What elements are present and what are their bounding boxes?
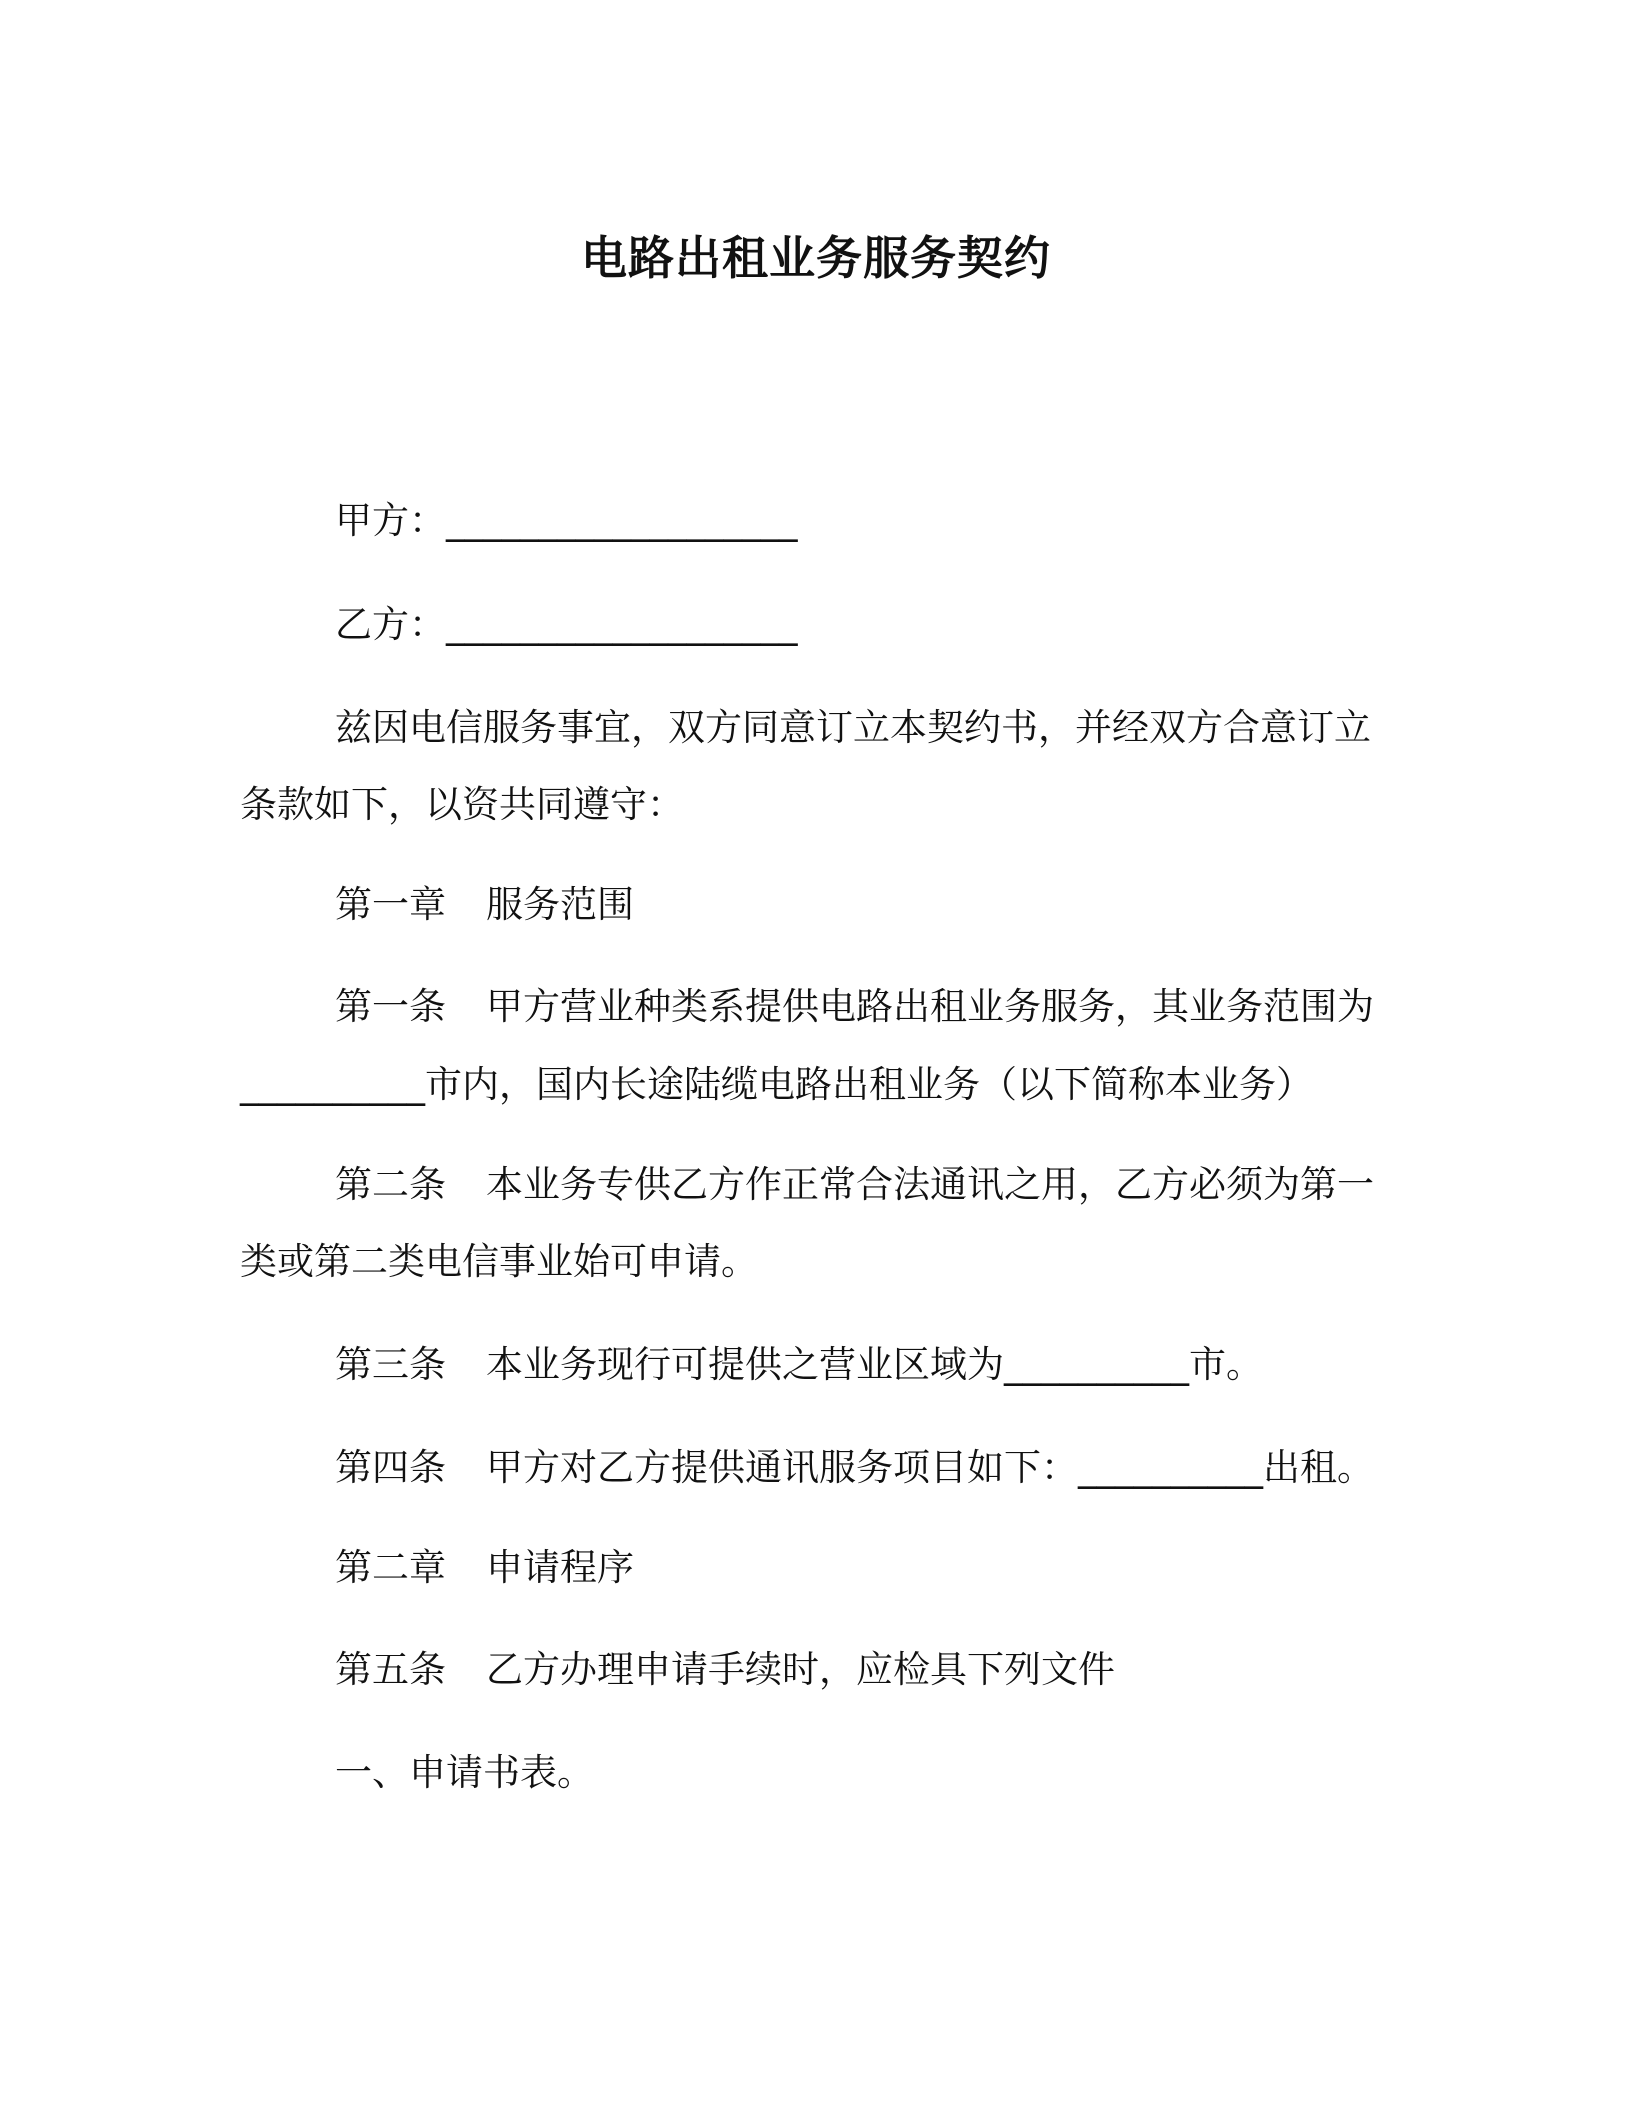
article-2-line-2: 类或第二类电信事业始可申请。 [240,1240,758,1283]
list-item-1: 一、申请书表。 [335,1751,594,1794]
article-1-line-1 [335,982,1374,1032]
article-4-text: 甲方对乙方提供通讯服务项目如下：__________出租。 [486,1446,1374,1489]
article-5 [335,1645,1115,1695]
article-3-label: 第三条 [335,1343,446,1386]
chapter-1-heading [335,880,634,930]
article-2-label: 第二条 [335,1163,446,1206]
article-3 [335,1340,1263,1390]
chapter-1-title: 服务范围 [486,883,634,926]
chapter-1-label: 第一章 [335,883,446,926]
article-5-text: 乙方办理申请手续时，应检具下列文件 [486,1648,1115,1691]
party-a-line: 甲方：___________________ [335,499,798,542]
article-1-text: 甲方营业种类系提供电路出租业务服务，其业务范围为 [486,985,1374,1028]
preamble-line-1: 兹因电信服务事宜，双方同意订立本契约书，并经双方合意订立 [335,706,1371,749]
article-2-text: 本业务专供乙方作正常合法通讯之用，乙方必须为第一 [486,1163,1374,1206]
article-5-label: 第五条 [335,1648,446,1691]
article-1-line-2: __________市内，国内长途陆缆电路出租业务（以下简称本业务） [240,1063,1313,1106]
article-4-label: 第四条 [335,1446,446,1489]
article-4 [335,1443,1374,1493]
chapter-2-heading [335,1543,634,1593]
chapter-2-title: 申请程序 [486,1546,634,1589]
article-1-label: 第一条 [335,985,446,1028]
article-3-text: 本业务现行可提供之营业区域为__________市。 [486,1343,1263,1386]
article-2-line-1 [335,1160,1374,1210]
chapter-2-label: 第二章 [335,1546,446,1589]
document-title: 电路出租业务服务契约 [581,231,1051,285]
preamble-line-2: 条款如下，以资共同遵守： [240,783,684,826]
party-b-line: 乙方：___________________ [335,603,798,646]
